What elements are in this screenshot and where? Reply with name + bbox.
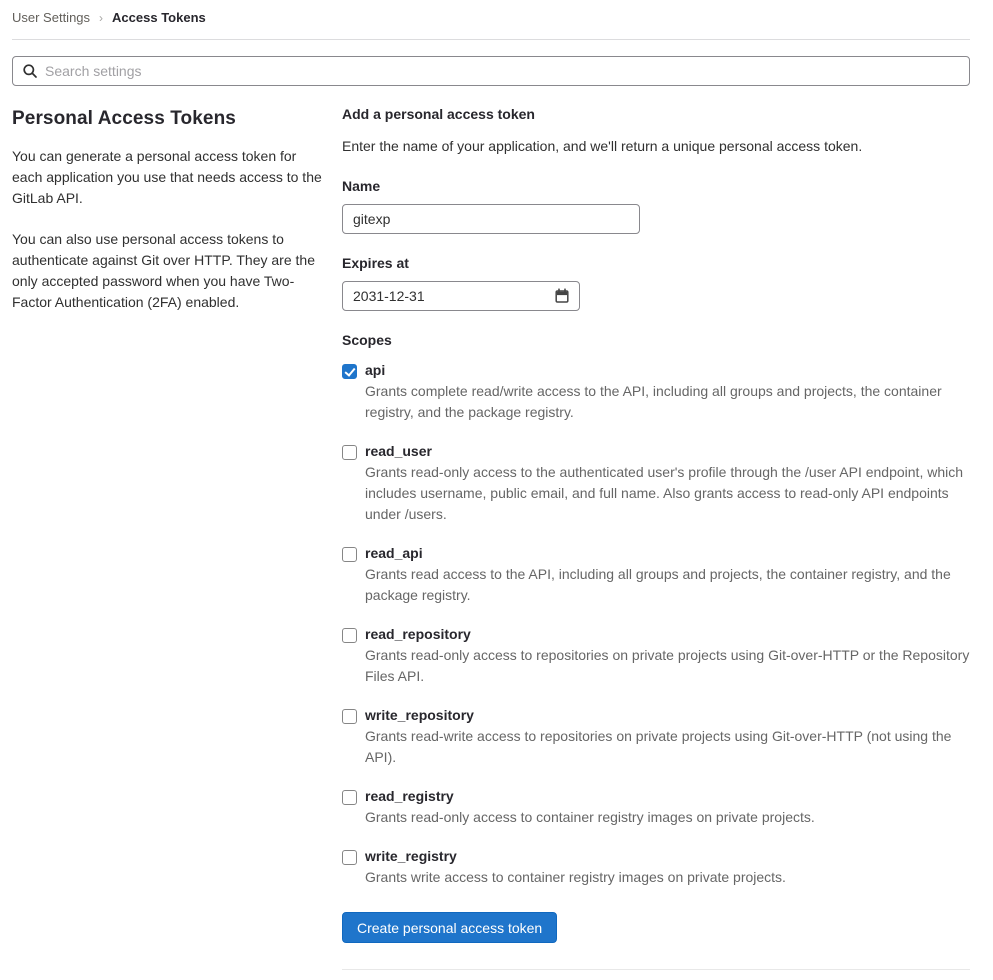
scope-description: Grants read-only access to container registry images on private projects. [365,809,815,825]
header-divider [12,39,970,40]
scope-name[interactable]: api [365,362,386,378]
content-columns [12,104,970,970]
scope-body [365,707,970,768]
name-label: Name [342,178,381,194]
description-paragraph-1: You can generate a personal access token for each application you use that needs access to the GitLab API. [12,148,322,206]
scope-row [342,707,970,768]
token-name-input[interactable] [342,204,640,234]
scope-body [365,362,970,423]
scope-description: Grants read access to the API, including all groups and projects, the container registry, and the package registry. [365,566,951,603]
scope-body [365,545,970,606]
token-form [342,104,970,970]
scope-description: Grants read-write access to repositories on private projects using Git-over-HTTP (not using the API). [365,728,952,765]
scope-name[interactable]: write_registry [365,848,457,864]
scope-body [365,848,786,888]
scopes-list [342,362,970,888]
search-bar [12,56,970,86]
scope-row [342,362,970,423]
expires-label: Expires at [342,255,409,271]
scope-checkbox[interactable] [342,364,357,379]
scope-row [342,788,970,828]
expires-field [342,281,580,311]
footer-divider [342,969,970,970]
scope-checkbox[interactable] [342,628,357,643]
scope-checkbox[interactable] [342,709,357,724]
form-description: Enter the name of your application, and we'll return a unique personal access token. [342,138,863,154]
scope-description: Grants read-only access to the authenticated user's profile through the /user API endpoint, which includes username, public email, and full name. Also grants access to read-only API endpoints under /users. [365,464,964,522]
scope-checkbox[interactable] [342,445,357,460]
scope-description: Grants read-only access to repositories on private projects using Git-over-HTTP or the Repository Files API. [365,647,970,684]
scope-row [342,626,970,687]
page-title: Personal Access Tokens [12,108,236,129]
breadcrumb-user-settings[interactable]: User Settings [12,10,91,25]
scope-row [342,848,970,888]
section-description [12,104,322,333]
scope-body [365,788,815,828]
scope-name[interactable]: read_repository [365,626,471,642]
scope-name[interactable]: read_user [365,443,432,459]
breadcrumb [12,8,970,39]
scope-name[interactable]: read_api [365,545,423,561]
search-input[interactable] [12,56,970,86]
search-icon [22,63,38,79]
scope-name[interactable]: write_repository [365,707,474,723]
scope-row [342,545,970,606]
scope-name[interactable]: read_registry [365,788,454,804]
scope-row [342,443,970,525]
create-token-button[interactable]: Create personal access token [342,912,557,943]
scope-body [365,443,970,525]
breadcrumb-separator-icon: › [99,10,104,25]
scope-checkbox[interactable] [342,790,357,805]
expires-date-input[interactable] [342,281,580,311]
scope-description: Grants complete read/write access to the API, including all groups and projects, the container registry, and the package registry. [365,383,942,420]
scopes-label: Scopes [342,332,392,348]
scope-description: Grants write access to container registry images on private projects. [365,869,786,885]
form-title: Add a personal access token [342,106,535,122]
description-paragraph-2: You can also use personal access tokens to authenticate against Git over HTTP. They are the only accepted password when you have Two-Factor Authentication (2FA) enabled. [12,231,315,310]
breadcrumb-access-tokens: Access Tokens [112,10,206,25]
scope-checkbox[interactable] [342,547,357,562]
scope-body [365,626,970,687]
scope-checkbox[interactable] [342,850,357,865]
